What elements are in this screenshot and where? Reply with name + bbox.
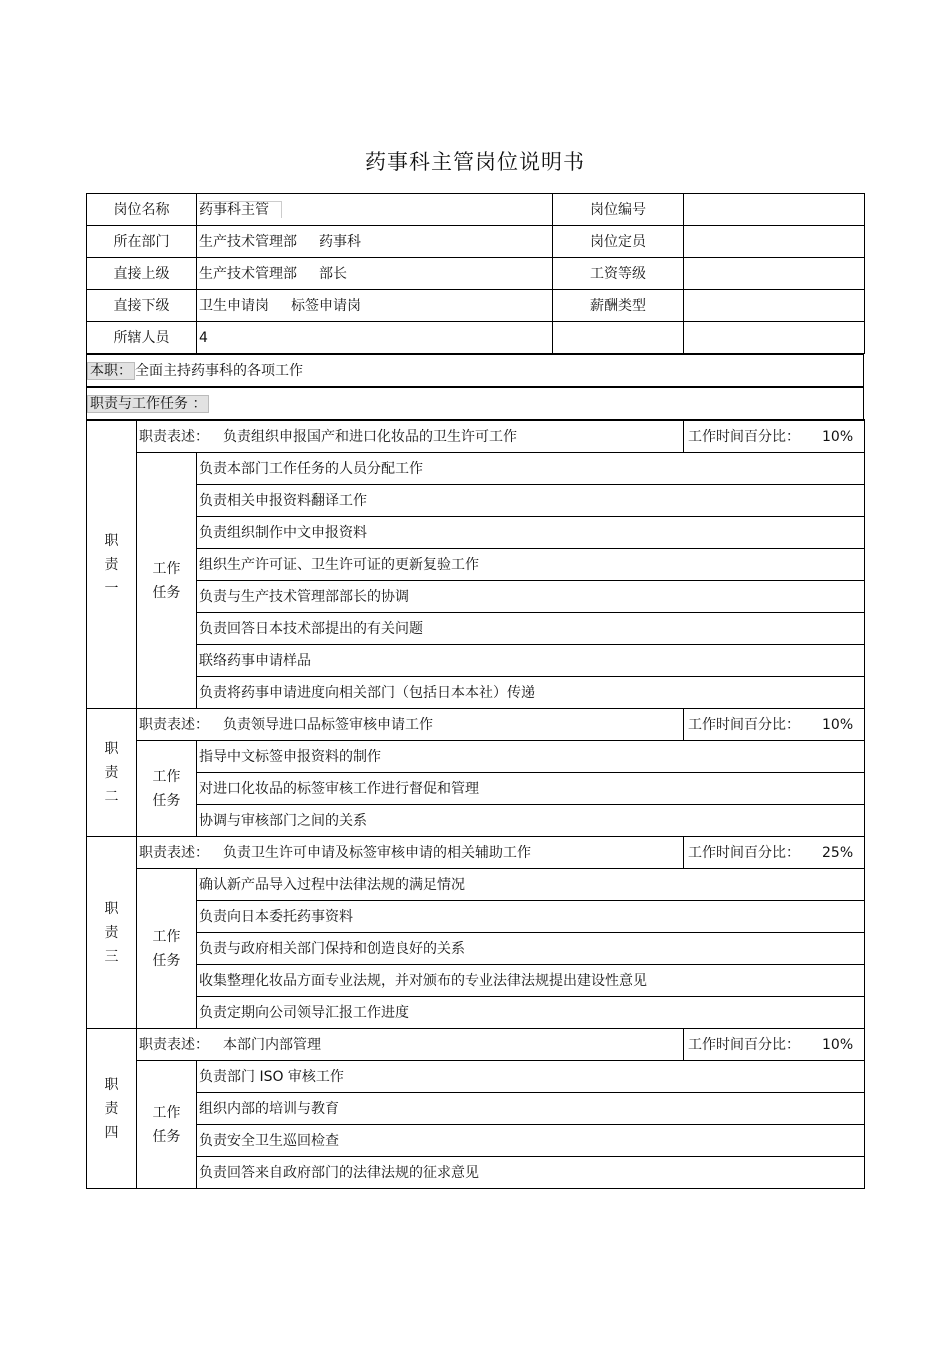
post-info-table (86, 193, 865, 354)
dept-label: 所在部门 (87, 226, 197, 258)
info-row-dept (87, 226, 865, 258)
duty-1-percent: 10% (822, 428, 854, 445)
duty-1-task-7: 联络药事申请样品 (197, 645, 865, 677)
document-title: 药事科主管岗位说明书 (365, 150, 585, 174)
quota-label: 岗位定员 (553, 226, 684, 258)
duty-2-task-row (87, 741, 865, 773)
duty-4-task-row (87, 1125, 865, 1157)
wage-label: 工资等级 (553, 258, 684, 290)
duty-3-task-4: 收集整理化妆品方面专业法规，并对颁布的专业法律法规提出建设性意见 (197, 965, 865, 997)
duty-4-task-4: 负责回答来自政府部门的法律法规的征求意见 (197, 1157, 865, 1189)
duty-4-description-row (87, 1029, 865, 1061)
duty-3-task-row (87, 933, 865, 965)
duty-1-percent-cell (684, 420, 865, 453)
duty-4-description-cell (137, 1029, 684, 1061)
post-no-value (684, 194, 865, 226)
duty-2-task-2: 对进口化妆品的标签审核工作进行督促和管理 (197, 773, 865, 805)
duty-4-name: 职 责 四 (87, 1029, 137, 1189)
duty-4-percent: 10% (822, 1036, 854, 1053)
duty-3-percent-cell (684, 837, 865, 869)
duty-3-description-cell (137, 837, 684, 869)
duties-table (86, 419, 865, 1189)
staff-empty-a (553, 322, 684, 354)
duty-4-description-label: 职责表述： (139, 1036, 209, 1053)
info-row-superior (87, 258, 865, 290)
basic-duty-row (87, 354, 864, 387)
duty-1-task-4: 组织生产许可证、卫生许可证的更新复验工作 (197, 549, 865, 581)
duty-2-task-row (87, 805, 865, 837)
subordinate-cell (197, 290, 553, 322)
duty-3-task-row (87, 901, 865, 933)
quota-value (684, 226, 865, 258)
duty-1-task-6: 负责回答日本技术部提出的有关问题 (197, 613, 865, 645)
duty-1-task-row (87, 613, 865, 645)
superior-cell (197, 258, 553, 290)
staff-empty-b (684, 322, 865, 354)
info-row-staff (87, 322, 865, 354)
duty-1-task-row (87, 549, 865, 581)
duty-4-task-label: 工作 任务 (137, 1061, 197, 1189)
duty-3-name: 职 责 三 (87, 837, 137, 1029)
duty-2-description-label: 职责表述： (139, 716, 209, 733)
duty-1-task-row (87, 453, 865, 485)
duty-1-task-row (87, 677, 865, 709)
duty-3-task-1: 确认新产品导入过程中法律法规的满足情况 (197, 869, 865, 901)
duty-3-task-3: 负责与政府相关部门保持和创造良好的关系 (197, 933, 865, 965)
superior-label: 直接上级 (87, 258, 197, 290)
duty-2-percent: 10% (822, 716, 854, 733)
duty-1-description-label: 职责表述： (139, 428, 209, 445)
duty-4-task-row (87, 1157, 865, 1189)
duty-3-description-row (87, 837, 865, 869)
duty-4-percent-label: 工作时间百分比： (688, 1036, 800, 1053)
duty-1-task-5: 负责与生产技术管理部部长的协调 (197, 581, 865, 613)
duty-2-task-label: 工作 任务 (137, 741, 197, 837)
duty-2-task-3: 协调与审核部门之间的关系 (197, 805, 865, 837)
duty-3-task-2: 负责向日本委托药事资料 (197, 901, 865, 933)
subordinate-value-a: 卫生申请岗 (199, 297, 269, 314)
duty-1-percent-label: 工作时间百分比： (688, 428, 800, 445)
dept-value-b: 药事科 (319, 233, 361, 250)
duty-1-task-8: 负责将药事申请进度向相关部门（包括日本本社）传递 (197, 677, 865, 709)
duty-2-task-1: 指导中文标签申报资料的制作 (197, 741, 865, 773)
duty-1-task-1: 负责本部门工作任务的人员分配工作 (197, 453, 865, 485)
duty-4-task-2: 组织内部的培训与教育 (197, 1093, 865, 1125)
superior-value-b: 部长 (319, 265, 347, 282)
staff-value: 4 (197, 322, 553, 354)
duty-3-percent-label: 工作时间百分比： (688, 844, 800, 861)
subordinate-value-b: 标签申请岗 (291, 297, 361, 314)
post-name-label: 岗位名称 (87, 194, 197, 226)
wage-value (684, 258, 865, 290)
duty-2-percent-cell (684, 709, 865, 741)
duty-3-task-row (87, 997, 865, 1029)
basic-duty-cell (87, 354, 864, 387)
basic-duty-table (86, 353, 864, 420)
staff-label: 所辖人员 (87, 322, 197, 354)
duty-1-description-cell (137, 420, 684, 453)
duty-3-description: 负责卫生许可申请及标签审核申请的相关辅助工作 (223, 844, 531, 861)
duties-header-cell (87, 387, 864, 420)
basic-duty-label: 本职： (87, 362, 135, 380)
post-no-label: 岗位编号 (553, 194, 684, 226)
duty-1-task-row (87, 645, 865, 677)
duty-1-description: 负责组织申报国产和进口化妆品的卫生许可工作 (223, 428, 517, 445)
duty-4-task-row (87, 1093, 865, 1125)
dept-value-a: 生产技术管理部 (199, 233, 297, 250)
post-name-value: 药事科主管 (199, 201, 282, 218)
duty-1-task-row (87, 517, 865, 549)
duty-4-task-1: 负责部门 ISO 审核工作 (197, 1061, 865, 1093)
duties-header-row (87, 387, 864, 420)
subordinate-label: 直接下级 (87, 290, 197, 322)
job-description-form (86, 193, 864, 1189)
duty-2-description-row (87, 709, 865, 741)
salary-value (684, 290, 865, 322)
duty-1-task-row (87, 581, 865, 613)
superior-value-a: 生产技术管理部 (199, 265, 297, 282)
duty-4-task-row (87, 1061, 865, 1093)
duty-3-task-5: 负责定期向公司领导汇报工作进度 (197, 997, 865, 1029)
duty-3-task-row (87, 965, 865, 997)
duty-2-task-row (87, 773, 865, 805)
post-name-cell (197, 194, 553, 226)
duty-2-description: 负责领导进口品标签审核申请工作 (223, 716, 433, 733)
salary-label: 薪酬类型 (553, 290, 684, 322)
duty-3-percent: 25% (822, 844, 854, 861)
info-row-subordinate (87, 290, 865, 322)
duty-1-description-row (87, 420, 865, 453)
basic-duty-value: 全面主持药事科的各项工作 (135, 362, 303, 379)
duty-4-task-3: 负责安全卫生巡回检查 (197, 1125, 865, 1157)
duty-3-task-label: 工作 任务 (137, 869, 197, 1029)
duty-3-task-row (87, 869, 865, 901)
duty-2-percent-label: 工作时间百分比： (688, 716, 800, 733)
duties-header-label: 职责与工作任务 ： (87, 395, 209, 413)
duty-3-description-label: 职责表述： (139, 844, 209, 861)
duty-4-description: 本部门内部管理 (223, 1036, 321, 1053)
dept-cell (197, 226, 553, 258)
duty-2-name: 职 责 二 (87, 709, 137, 837)
duty-2-description-cell (137, 709, 684, 741)
duty-1-task-label: 工作 任务 (137, 453, 197, 709)
duty-1-name: 职 责 一 (87, 420, 137, 709)
duty-1-task-2: 负责相关申报资料翻译工作 (197, 485, 865, 517)
info-row-post-name (87, 194, 865, 226)
duty-4-percent-cell (684, 1029, 865, 1061)
duty-1-task-3: 负责组织制作中文申报资料 (197, 517, 865, 549)
duty-1-task-row (87, 485, 865, 517)
